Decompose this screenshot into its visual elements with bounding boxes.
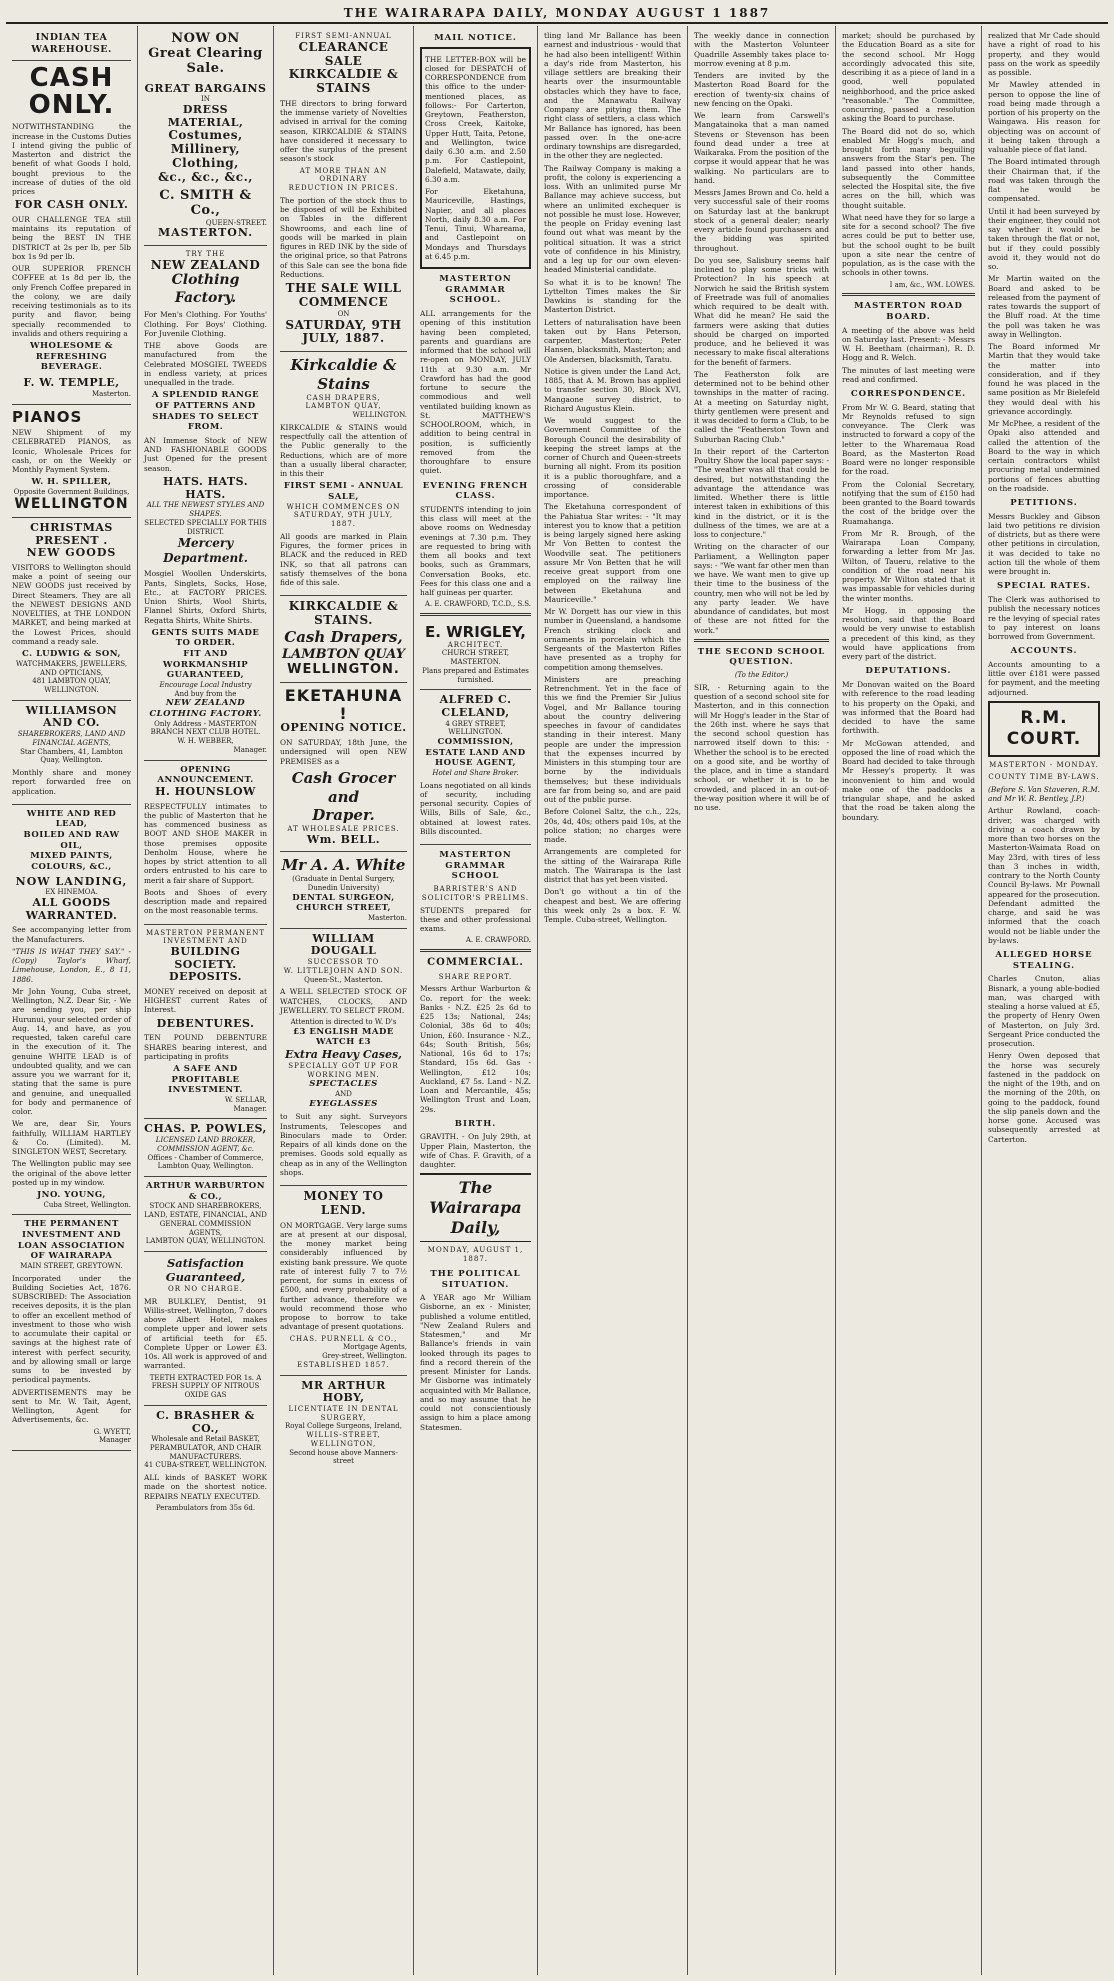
news-paragraph-20: Writing on the character of our Parliament, a Wellington paper says: - "We want far other men than we have. We want men to give up their time to the business of the country, men who will not be led by any party leader. We have abundance of candidates, but most of these are not fitted for the work." [694, 542, 829, 635]
columns [6, 26, 1108, 1975]
road-board-heading: MASTERTON ROAD BOARD. [854, 301, 963, 322]
smith-street: QUEEN-STREET. [205, 218, 267, 227]
powles-addr: Offices - Chamber of Commerce, Lambton Quay, Wellington. [147, 1153, 264, 1171]
news-paragraph-3: So what it is to be known! The Lyttelton Times makes the Sir Dawkins is standing for the Masterton District. [544, 277, 681, 315]
ml-role: Mortgage Agents, [343, 1343, 407, 1352]
ks-body: THE directors to bring forward the immense variety of Novelties advised in arrival for the coming season, KIRKCALDIE & STAINS have considered it necessary to offer the surplus of the present season's stock [280, 98, 407, 164]
tea-ad-place: Masterton. [92, 389, 131, 398]
bulkley-sub: OR NO CHARGE. [167, 1284, 244, 1293]
school-question-body: SIR, - Returning again to the question of a second school site for Masterton, and in this connection will Mr Hogg's leader in the Star of the 26th inst. where he says that the second school question has narrowed itself down to this: - Whether the school is to be erected on a good site, and be worthy of the place, and in time a standard school, or whether it is to be crowded, and placed in an out-of-the-way position where it will be of no use. [694, 682, 829, 812]
ml-line1: MONEY TO LEND. [303, 1189, 384, 1217]
christmas-head: CHRISTMAS PRESENT . [30, 521, 113, 547]
pianos-addr: Opposite Government Buildings, [13, 487, 130, 496]
column-8 [982, 26, 1106, 1975]
bulkley-head: Satisfaction Guaranteed, [165, 1256, 246, 1285]
kd-body: KIRKCALDIE & STAINS would respectfully call the attention of the Public generally to the Reductions, which are of more than a usually liberal character, in this their [280, 422, 407, 479]
lead-letter: Mr John Young, Cuba street, Wellington, N.Z. Dear Sir, - We are sending you, per ship Hurunui, your selected order of Aug. 14, and have, as you requested, taken careful care in the execution of it. The genuine WHITE LEAD is of undoubted quality, and we can assure you we warrant for it, stating that the same is pure and genuine, and unequalled for body and permanence of color. [12, 986, 131, 1117]
wd-line3: CHURCH STREET, [296, 903, 391, 914]
correspondence-body-1: From Mr W. G. Beard, stating that Mr Reynolds refused to sign conveyance. The Clerk was instructed to forward a copy of the letter to the Wharemaua Road Board, as the Masterton Road Board were no longer responsible for the road. [842, 402, 975, 477]
political-situation-heading: THE POLITICAL SITUATION. [430, 1268, 521, 1290]
loan-association-ad [12, 1215, 131, 1451]
kc-line3: LAMBTON QUAY [282, 646, 405, 662]
deputations-body-1: Mr Donovan waited on the Board with reference to the road leading to his property on the Opaki, and was informed that the Board had decided to have the same forthwith. [842, 680, 975, 736]
wd-line2: DENTAL SURGEON, [292, 892, 395, 903]
board-cont-4: Until it had been surveyed by their engineer, they could not say whether it would be taken through the flat or not, but if they could possibly avoid it, they would not do so. [988, 206, 1100, 271]
kd-line6: WHICH COMMENCES ON [286, 502, 401, 511]
kd-line1: Kirkcaldie & Stains [290, 356, 397, 393]
lead-sign: We are, dear Sir, Yours faithfully, WILLIAM HARTLEY & Co. (Limited). M. SINGLETON WEST, Secretary. [12, 1119, 131, 1157]
loan-sign: G. WYETT, [93, 1427, 131, 1436]
news-paragraph-11: Arrangements are completed for the sitting of the Wairarapa Rifle match. The Wairarapa is the last district that has yet been visited. [544, 847, 681, 884]
school-question-heading: THE SECOND SCHOOL QUESTION. [697, 646, 826, 668]
bs-sign: W. SELLAR, [224, 1095, 267, 1104]
williamson-head: WILLIAMSON AND CO. [25, 703, 118, 730]
loan-role: Manager [99, 1436, 131, 1445]
birth-body: GRAVITH. - On July 29th, at Upper Plain, Masterton, the wife of Chas. F. Gravith, of a daughter. [420, 1132, 531, 1170]
williamson-sub: SHAREBROKERS, LAND AND FINANCIAL AGENTS, [17, 730, 126, 747]
prelims-line: BARRISTER'S AND SOLICITOR'S PRELIMS. [421, 885, 530, 902]
birth-heading: BIRTH. [454, 1118, 497, 1129]
column-4 [414, 26, 538, 1975]
christmas-addr: 481 LAMBTON QUAY, WELLINGTON. [32, 677, 111, 695]
smith-line2: Great Clearing Sale. [148, 45, 263, 76]
tea-ad-body4: WHOLESOME & REFRESHING BEVERAGE. [29, 341, 113, 373]
clothing-factory-ad [144, 246, 267, 761]
brasher-ad [144, 1406, 267, 1518]
smith-line1: NOW ON [171, 31, 240, 46]
kirkcaldie-sale-ad [280, 28, 407, 352]
news-paragraph-5: Notice is given under the Land Act, 1885, that A. M. Brown has applied to transfer section 30, Block XVI, Mangaone survey district, to Richard Augustus Klein. [544, 366, 681, 413]
wrigley-ad [420, 620, 531, 690]
special-rates-heading: SPECIAL RATES. [996, 581, 1092, 592]
kd-body2: All goods are marked in Plain Figures, the former prices in BLACK and the reduced in RED INK, so that all patrons can satisfy themselves of the bona fide of this sale. [280, 531, 407, 588]
wrigley-addr: CHURCH STREET, MASTERTON. [441, 649, 510, 666]
hoby-addr: WILLIS-STREET, WELLINGTON, [306, 1431, 381, 1448]
cleland-role2: Hotel and Share Broker. [432, 768, 519, 777]
ml-body: ON MORTGAGE. Very large sums are at present at our disposal, the money market being considerably influenced by existing bank pressure. We quote rate of interest fully 7 to 7½ percent, for sums in excess of £500, and every probability of a further advance, therefore we would recommend those who propose to borrow to take advantage of present quotations. [280, 1220, 407, 1332]
eketahuna-ad [280, 683, 407, 852]
wd-sub: (Graduate in Dental Surgery, Dunedin University) [292, 875, 395, 892]
court-body-3: Charles Cnuton, alias Bisnark, a young able-bodied man, was charged with stealing a horse valued at £5, the property of Henry Owen of Masterton, on July 3rd. Sergeant Price conducted the prosecution. [988, 974, 1100, 1049]
smith-line4: IN [201, 95, 210, 104]
hounslow-body: RESPECTFULLY intimates to the public of Masterton that he has commenced business as BOOT AND SHOE MAKER in those premises opposite Denholm House, where he hopes by strict attention to all orders entrusted to his care to merit a fair share of Support. [144, 801, 267, 885]
christmas-sub: NEW GOODS [26, 546, 117, 560]
kirkcaldie-cash-ad [280, 596, 407, 683]
white-dentist-ad [280, 852, 407, 928]
commercial-heading: COMMERCIAL. [427, 957, 524, 969]
wrigley-body: Plans prepared and Estimates furnished. [422, 666, 529, 684]
wrigley-name: E. WRIGLEY, [424, 623, 527, 641]
lead-line5: EX HINEMOA. [45, 888, 98, 897]
lead-quote: "THIS IS WHAT THEY SAY." - (Copy) Taylor's Wharf, Limehouse, London, E., 8 11, 1886. [12, 946, 131, 984]
hounslow-ad [144, 761, 267, 925]
cleland-addr: 4 GREY STREET, WELLINGTON. [445, 719, 506, 737]
brasher-addr: 41 CUBA-STREET, WELLINGTON. [144, 1461, 267, 1470]
accounts-body: Accounts amounting to a little over £181 were passed for payment, and the meeting adjourned. [988, 659, 1100, 697]
dg-line8: AND [335, 1089, 352, 1098]
petitions-body: Messrs Buckley and Gibson laid two petitions re division of districts, but as there were other petitions in circulation, it was decided to take no action till the whole of them were brought in. [988, 511, 1100, 577]
hounslow-body2: Boots and Shoes of every description made and repaired on the most reasonable terms. [144, 887, 267, 916]
bs-line1: DEPOSITS. [169, 970, 242, 984]
ek-line4: Draper. [312, 806, 375, 825]
ek-line5: AT WHOLESALE PRICES. [287, 825, 400, 834]
correspondence-heading: CORRESPONDENCE. [850, 389, 967, 399]
school-question-sub: (To the Editor.) [734, 671, 789, 679]
williamson-ad [12, 701, 131, 805]
share-report-body: Messrs Arthur Warburton & Co. report for the week: Banks - N.Z. £25 2s 6d to £25 13s; National, 24s; Colonial, 38s 6d to 40s; Union, £60. Insurance - N.Z., 64s; South British, 56s; National, 16s 6d to 17s; Standard, 15s 6d. Gas - Wellington, £12 10s; Auckland, £7 5s. Land - N.Z. Loan and Mercantile, 45s; Wellington Trust and Loan, 29s. [420, 984, 531, 1114]
bs-role: Manager. [233, 1104, 267, 1113]
ek-sign: Wm. BELL. [306, 832, 381, 846]
factory-line3: Clothing Factory. [171, 272, 240, 306]
rm-court-sub: MASTERTON - MONDAY. [989, 761, 1099, 770]
grammar-school-body: ALL arrangements for the opening of this institution having been completed, parents and guardians are informed that the school will re-open on MONDAY, JULY 11th at 9.30 a.m. Mr Crawford has had the good fortune to secure the commodious and well ventilated building known as St. MATTHEW'S SCHOOLROOM, which, in addition to being central in position, is sufficiently removed from the thoroughfare to ensure quiet. [420, 309, 531, 476]
dg-line5: Extra Heavy Cases, [284, 1048, 402, 1062]
kc-line2: Cash Drapers, [284, 627, 403, 646]
road-board-body-2: The minutes of last meeting were read and confirmed. [842, 365, 975, 384]
news-paragraph-14: Tenders are invited by the Masterton Road Board for the erection of twenty-six chains of new fencing on the Opaki. [694, 71, 829, 108]
news-paragraph-10: Before Colonel Saltz, the c.h., 22s, 20s, 4d, 40s; others paid 10s, at the police station; no charges were made. [544, 807, 681, 844]
factory-line7: SELECTED SPECIALLY FOR THIS DISTRICT. [144, 518, 267, 536]
court-body-1: (Before S. Van Staveren, R.M. and Mr W. R. Bentley, J.P.) [988, 784, 1100, 804]
factory-body2: THE above Goods are manufactured from the Celebrated MOSGIEL TWEEDS in endless variety, at prices unequalled in the trade. [144, 341, 267, 388]
loan-foot: ADVERTISEMENTS may be sent to Mr. W. Tait, Agent, Wellington, Agent for Advertisements, &c. [12, 1387, 131, 1425]
smith-line5: DRESS MATERIAL, [167, 103, 244, 129]
ek-body: ON SATURDAY, 18th June, the undersigned will open NEW PREMISES as a [280, 738, 407, 766]
petitions-heading: PETITIONS. [1010, 498, 1078, 508]
wrigley-role: ARCHITECT. [447, 640, 504, 649]
news-paragraph-17: Do you see, Salisbury seems half inclined to play some tricks with Protection? In his speech at Norwich he said the British system of Freetrade was full of anomalies which required to be dealt with. What did he mean? He said the farmers were asking that duties should be charged on imported produce, and he believed it was necessary to make fiscal alterations for the benefit of farmers. [694, 255, 829, 367]
news-paragraph-16: Messrs James Brown and Co. held a very successful sale of their rooms on Saturday last at the bankrupt stock of a general dealer; nearly every article found purchasers and the bidding was spirited throughout. [694, 188, 829, 253]
ks-line2: CLEARANCE SALE [298, 39, 389, 68]
news-paragraph-4: Letters of naturalisation have been taken out by Hans Peterson, carpenter, Masterton; Peter Hansen, blacksmith, Masterton; and Ole Andersen, blacksmith, Taratu. [544, 317, 681, 364]
dg-line9: EYEGLASSES [309, 1098, 378, 1109]
news-paragraph-1: tling land Mr Ballance has been earnest and industrious - would that he had also been intelligent! Within a day's ride from Masterton, his village settlers are breaking their hearts over the insurmountable obstacles which they have to face, and the Manawatu Railway Company are pitying them. The right class of settlers, a class which Mr Ballance has ignored, has been passed over. In the one-acre ordinary townships are disregarded, in the other they are neglected. [544, 31, 681, 161]
hoby-body: LICENTIATE IN DENTAL SURGERY, [288, 1404, 399, 1422]
court-body-4: Henry Owen deposed that the horse was securely fastened in the paddock on the night of the 19th, and on the morning of the 20th, on going to the paddock, found the slip panels down and the horse gone. Accused was subsequently arrested at Carterton. [988, 1051, 1100, 1144]
dentist-bulkley-ad [144, 1252, 267, 1406]
lead-ad [12, 805, 131, 1216]
hounslow-head: OPENING ANNOUNCEMENT. [157, 764, 254, 786]
board-cont-2: Mr Mawley attended in person to oppose the line of road being made through a portion of his property on the Waingawa. His reason for objecting was on account of it being taken through a valuable piece of flat land. [988, 80, 1100, 154]
ml-sign: CHAS. PURNELL & CO., [289, 1334, 398, 1343]
french-class-body: STUDENTS intending to join this class will meet at the above rooms on Wednesday evenings at 7.30 p.m. They are requested to bring with them all books and text books, such as Grammars, Conversation Books, etc. Fees for this class one and a half guineas per quarter. [420, 504, 531, 597]
news-paragraph-18: The Featherston folk are determined not to be behind other townships in the matter of racing. At a meeting on Saturday night, thirty gentlemen were present and it was decided to form a Club, to be called the "Featherston Town and Suburban Racing Club." [694, 369, 829, 444]
board-cont-5: Mr Martin waited on the Board and asked to be released from the payment of rates towards the support of the Bluff road. At the time the poll was taken he was away in Wellington. [988, 274, 1100, 339]
smith-line7: Millinery, [170, 142, 241, 157]
dg-body: A WELL SELECTED STOCK OF WATCHES, CLOCKS, AND JEWELLERY. TO SELECT FROM. [280, 987, 407, 1015]
editorial-date: MONDAY, AUGUST 1, 1887. [427, 1246, 524, 1264]
deputations-body-2: Mr McGowan attended, and opposed the line of road which the Board had decided to take through Mr Hessey's property. It was inconvenient to him and would make one of the paddocks a triangular shape, and he asked that the road be taken along the boundary. [842, 738, 975, 822]
column-5 [538, 26, 688, 1975]
loan-head: THE PERMANENT INVESTMENT AND LOAN ASSOCIATION OF WAIRARAPA [17, 1219, 126, 1262]
bs-head: MASTERTON PERMANENT INVESTMENT AND [145, 928, 266, 946]
mail-notice-body: THE LETTER-BOX will be closed for DESPATCH of CORRESPONDENCE from this office to the under-mentioned places, as follows:- For Carterton, Greytown, Featherston, Cross Creek, Kaitoke, Upper Hutt, Taita, Petone, and Wellington, twice daily 6.30 a.m. and 2.50 p.m. For Castlepoint, Dalefield, Matawate, daily, 6.30 a.m. [425, 54, 526, 184]
hoby-foot: Second house above Manners-street [289, 1448, 398, 1466]
tea-ad-head: INDIAN TEA WAREHOUSE. [31, 32, 112, 55]
factory-line5: HATS. HATS. HATS. [162, 474, 249, 501]
french-class-sign: A. E. CRAWFORD, T.C.D., S.S. [424, 600, 531, 609]
brasher-body2: ALL kinds of BASKET WORK made on the shortest notice. REPAIRS NEATLY EXECUTED. [144, 1473, 267, 1501]
bs-sub: BUILDING SOCIETY. [170, 945, 241, 971]
tea-warehouse-ad [12, 28, 131, 405]
lead-name: JNO. YOUNG, [37, 1190, 106, 1201]
dg-line3: W. LITTLEJOHN AND SON. [283, 966, 404, 975]
christmas-body: VISITORS to Wellington should make a point of seeing our NEW GOODS just received by Direct Steamers. They are all the NEWEST DESIGNS AND NOVELTIES, at THE LONDON MARKET, and being marked at the Lowest Prices, should command a ready sale. [12, 562, 131, 646]
bs-line4: A SAFE AND PROFITABLE INVESTMENT. [168, 1064, 243, 1096]
correspondence-body-3: From Mr R. Brough, of the Wairarapa Loan Company, forwarding a letter from Mr Jas. Wilton, of Taueru, relative to the condition of the road near his property. Mr Wilton stated that it was impassable for vehicles during the winter months. [842, 528, 975, 603]
dg-line6: SPECIALLY GOT UP FOR WORKING MEN. [288, 1061, 399, 1079]
factory-line6: ALL THE NEWEST STYLES AND SHAPES. [146, 501, 265, 519]
school-letter-cont-1: market; should be purchased by the Education Board as a site for the second school. Mr Hogg accordingly advocated this site, describing it as a piece of land in a good, well populated neighborhood, and the price asked "reasonable." The Committee, concurring, passed a resolution asking the Board to purchase. [842, 31, 975, 124]
factory-line9: GENTS SUITS MADE TO ORDER. [151, 627, 260, 649]
brasher-body: Wholesale and Retail BASKET, PERAMBULATOR, AND CHAIR MANUFACTURERS. [149, 1435, 262, 1461]
news-paragraph-19: In their report of the Carterton Poultry Show the local paper says: - "The weather was all that could be desired, but notwithstanding the advantage the attendance was limited. Whether there is little interest taken in exhibitions of this kind in the district, or it is the dullness of the times, we are at a loss to conjecture." [694, 446, 829, 539]
loan-body: Incorporated under the Building Societies Act, 1876. SUBSCRIBED: The Association receives deposits, it is the plan to offer an excellent method of investment to those who wish to accumulate their capital or savings at the highest rate of interest with perfect security, and by allowing small or large sums to be invested by periodical payments. [12, 1273, 131, 1385]
loan-addr: MAIN STREET, GREYTOWN. [20, 1261, 123, 1270]
cleland-role: COMMISSION, ESTATE LAND AND HOUSE AGENT, [425, 737, 526, 769]
ek-line2: OPENING NOTICE. [280, 721, 407, 735]
cleland-ad [420, 690, 531, 845]
dg-line1: WILLIAM DOUGALL [310, 931, 377, 958]
dg-addr: Queen-St., Masterton. [304, 975, 383, 984]
grammar-school2-heading: MASTERTON GRAMMAR SCHOOL [439, 850, 512, 882]
rm-court-heading: R.M. COURT. [988, 701, 1100, 758]
news-paragraph-13: The weekly dance in connection with the Masterton Volunteer Quadrille Assembly takes place to-morrow evening at 8 p.m. [694, 31, 829, 68]
political-situation-body: A YEAR ago Mr William Gisborne, an ex - Minister, published a volume entitled, "New Zealand Rulers and Statesmen," and Mr Ballance's friends in vain looked through its pages to find a record therein of the present Minister for Lands. Mr Gisborne was intimately acquainted with Mr Ballance, and so may assume that he could not conscientiously assign to him a place among Statesmen. [420, 1293, 531, 1432]
pianos-city: WELLINGTON [14, 495, 129, 512]
smith-line3: GREAT BARGAINS [144, 81, 267, 95]
warburton-addr: LAMBTON QUAY, WELLINGTON. [145, 1237, 266, 1246]
dougall-ad [280, 929, 407, 1186]
kd-line2: CASH DRAPERS, [306, 393, 381, 402]
rm-court-bylaws: COUNTY TIME BY-LAWS. [988, 773, 1100, 782]
ml-est: ESTABLISHED 1857. [297, 1360, 390, 1369]
special-rates-body: The Clerk was authorised to publish the necessary notices re the levying of special rates to pay interest on loans borrowed from Government. [988, 595, 1100, 641]
factory-line4: A SPLENDID RANGE OF PATTERNS AND SHADES TO SELECT FROM. [151, 390, 260, 433]
correspondence-body-4: Mr Hogg, in opposing the resolution, said that the Board would be very unwise to establish a precedent of this kind, as they would have applications from every part of the district. [842, 605, 975, 662]
ml-addr: Grey-street, Wellington. [322, 1352, 407, 1361]
factory-addr: Only Address - MASTERTON BRANCH NEXT CLUB HOTEL. [150, 719, 261, 737]
dg-line2: SUCCESSOR TO [307, 958, 380, 967]
tea-ad-sub: FOR CASH ONLY. [14, 198, 129, 212]
accounts-heading: ACCOUNTS. [1010, 646, 1078, 657]
factory-line1: TRY THE [185, 249, 226, 258]
warburton-head: ARTHUR WARBURTON & CO., [146, 1181, 265, 1202]
dg-line4: £3 ENGLISH MADE WATCH £3 [293, 1026, 394, 1048]
ek-line3: Cash Grocer and [291, 768, 396, 806]
column-6 [688, 26, 836, 1975]
factory-sign: W. H. WEBBER, [177, 737, 234, 746]
factory-line10: FIT AND WORKMANSHIP GUARANTEED, [162, 649, 249, 681]
dg-body2: Attention is directed to W. D's [290, 1018, 397, 1027]
ks-line6: THE SALE WILL COMMENCE [285, 281, 402, 309]
warburton-ad [144, 1177, 267, 1252]
bs-body: MONEY received on deposit at HIGHEST current Rates of Interest. [144, 986, 267, 1015]
factory-line11: Encourage Local Industry [159, 680, 252, 689]
williamson-addr: Star Chambers, 41, Lambton Quay, Wellington. [20, 747, 123, 765]
court-body-2: Arthur Rowland, coach-driver, was charged with driving a coach drawn by more than two horses on the Masterton-Waimata Road on May 23rd, with tires of less than 3 inches in width, contrary to the North County Council By-laws. Mr Pownall appeared for the prosecution. Defendant admitted the charge, and said he was informed that the coach would not be liable under the by-laws. [988, 806, 1100, 945]
ks-line8: SATURDAY, 9TH JULY, 1887. [285, 317, 402, 346]
ks-line4: AT MORE THAN AN ORDINARY [299, 166, 388, 184]
share-report-heading: SHARE REPORT. [438, 972, 513, 981]
masthead-title: THE WAIRARAPA DAILY, MONDAY AUGUST 1 1887 [343, 6, 771, 20]
news-paragraph-15: We learn from Carswell's Mangatainoka that a man named Stevens or Stevenson has been found dead under a tree at Waikaraka. From the position of the corpse it would appear that he was walking. No particulars are to hand. [694, 111, 829, 185]
french-class-heading: EVENING FRENCH CLASS. [422, 480, 529, 502]
masthead [6, 4, 1108, 24]
bulkley-body: MR BULKLEY, Dentist, 91 Willis-street, Wellington, 7 doors above Albert Hotel, makes complete upper and lower sets of artificial teeth for £5. Complete Upper or Lower £3. 10s. All work is approved of and warranted. [144, 1296, 267, 1371]
school-letter-cont-2: The Board did not do so, which enabled Mr Hogg's much, and brought forth many beguiling answers from the Star's pen. The land passed into other hands, subsequently the Committee selected the Hospital site, the five acres on the hill, which was thought suitable. [842, 126, 975, 210]
factory-body: For Men's Clothing. For Youths' Clothing. For Boys' Clothing. For Juvenile Clothing. [144, 310, 267, 338]
school-letter-sign: I am, &c., WM. LOWES. [889, 280, 975, 289]
smith-line6: Costumes, [168, 128, 243, 143]
dg-line7: SPECTACLES [309, 1079, 378, 1090]
board-cont-7: Mr McPhee, a resident of the Opaki also attended and called the attention of the Board to the way in which certain contractors whilst procuring metal undermined portions of fences abutting on the roadside. [988, 419, 1100, 493]
kd-line7: SATURDAY, 9TH JULY, 1887. [293, 511, 394, 529]
hoby-body2: Royal College Surgeons, Ireland, [284, 1422, 403, 1431]
ks-line1: FIRST SEMI-ANNUAL [295, 32, 392, 40]
bs-line2: DEBENTURES. [156, 1016, 255, 1030]
news-paragraph-7: The Eketahuna correspondent of the Pahiatua Star writes: - "It may interest you to know that a petition is being largely signed here asking Mr Von Betten to contest the Woodville seat. The petitioners assure Mr Von Betten that he will receive great support from one employed on the railway line between Eketahuna and Mauriceville." [544, 502, 681, 604]
factory-line12: NEW ZEALAND CLOTHING FACTORY. [149, 698, 262, 720]
grammar-school-heading: MASTERTON GRAMMAR SCHOOL. [439, 274, 512, 306]
ks-body2: The portion of the stock thus to be disposed of will be Exhibited on Tables in the different Showrooms, and each line of goods will be marked in plain figures in RED INK by the side of the original price, so that Patrons of this Sale can see the bona fide Reductions. [280, 195, 407, 279]
lead-line4: NOW LANDING, [15, 874, 128, 888]
horse-stealing-heading: ALLEGED HORSE STEALING. [995, 950, 1093, 971]
road-board-body-1: A meeting of the above was held on Saturday last. Present: - Messrs W. H. Beetham (chairman), R. D. Hogg and R. Welch. [842, 325, 975, 363]
christmas-ad [12, 518, 131, 701]
factory-line8: Mercery Department. [163, 536, 248, 566]
pianos-head: PIANOS [12, 407, 83, 426]
dg-body3: to Suit any sight. Surveyors Instruments, Telescopes and Binoculars made to Order. Repairs of all kinds done on the premises. Goods sold equally as cheap as in any of the Wellington shops. [280, 1112, 407, 1177]
factory-body5: And buy from the [174, 689, 237, 698]
kd-line3: LAMBTON QUAY, [305, 402, 382, 411]
pianos-body: NEW Shipment of my CELEBRATED PIANOS, as Iconic, Wholesale Prices for cash, or on the Weekly or Monthly Payment System. [12, 428, 131, 474]
ks-line7: ON [337, 309, 350, 318]
building-society-ad [144, 925, 267, 1120]
mail-notice-heading: MAIL NOTICE. [434, 33, 517, 43]
deputations-heading: DEPUTATIONS. [865, 666, 952, 677]
board-cont-3: The Board intimated through their Chairman that, if the road was taken through the flat he would be compensated. [988, 157, 1100, 204]
hoby-line1: MR ARTHUR HOBY, [301, 1378, 386, 1405]
factory-body3: AN Immense Stock of NEW AND FASHIONABLE GOODS Just Opened for the present season. [144, 435, 267, 473]
tea-ad-big: CASH ONLY. [28, 62, 115, 121]
kirkcaldie-drapers-ad [280, 352, 407, 596]
lead-body: See accompanying letter from the Manufacturers. [12, 925, 131, 944]
smith-line9: &c., &c., &c., [158, 169, 253, 184]
factory-role: Manager. [233, 745, 267, 754]
mail-notice-body2: For Eketahuna, Mauriceville, Hastings, Napier, and all places North, daily 8.30 a.m. For Tenui, Tinui, Whareama, and Castlepoint on Mondays and Thursdays at 6.45 p.m. [425, 187, 526, 261]
bs-line3: TEN POUND DEBENTURE SHARES bearing interest, and participating in profits [144, 1033, 267, 1061]
school-letter-cont-3: What need have they for so large a site for a second school? The five acres could be put to better use, but the school ought to be built upon a site near the centre of population, as is the case with the schools in other towns. [842, 212, 975, 278]
hoby-ad [280, 1376, 407, 1472]
warburton-body: STOCK AND SHAREBROKERS, LAND, ESTATE, FINANCIAL, AND GENERAL COMMISSION AGENTS, [144, 1202, 267, 1237]
news-paragraph-8: Mr W. Dorgett has our view in this number in Queensland, a handsome French striking clock and ornaments in porcelain which the Sergeants of the Masterton Rifles have presented as a trophy for competition among themselves. [544, 607, 681, 672]
kc-line1: KIRKCALDIE & STAINS. [288, 599, 399, 628]
smith-line8: Clothing, [172, 156, 239, 171]
kd-line5: FIRST SEMI - ANNUAL SALE, [283, 481, 404, 502]
powles-sub: LICENSED LAND BROKER, COMMISSION AGENT, &c. [155, 1136, 256, 1153]
lead-line6: ALL GOODS WARRANTED. [25, 895, 118, 922]
smith-city: MASTERTON. [157, 226, 254, 240]
clearing-sale-ad [144, 28, 267, 246]
column-1 [6, 26, 138, 1975]
hounslow-sign: H. HOUNSLOW [155, 784, 256, 798]
tea-ad-body: NOTWITHSTANDING the increase in the Customs Duties I intend giving the public of Masterton and district the benefit of what Goods I hold, bought previous to the increase of duties of the old prices [12, 122, 131, 197]
ks-line5: REDUCTION IN PRICES. [288, 184, 399, 193]
cleland-body: Loans negotiated on all kinds of security, including personal security. Copies of Wills, Bills of Sale, &c., obtained at lowest rates. Bills discounted. [420, 780, 531, 836]
prelims-sign: A. E. CRAWFORD. [465, 936, 531, 945]
wd-line1: Mr A. A. White [281, 856, 406, 875]
column-7 [836, 26, 982, 1975]
pianos-sign: W. H. SPILLER, [31, 477, 112, 488]
wd-place: Masterton. [368, 913, 407, 922]
money-lend-ad [280, 1186, 407, 1376]
factory-body4: Mosgiel Woollen Underskirts, Pants, Singlets, Socks, Hose, Etc., at FACTORY PRICES. Union Shirts, Wool Shirts, Flannel Shirts, Oxford Shirts, Regatta Shirts, White Shirts. [144, 569, 267, 625]
powles-ad [144, 1119, 267, 1177]
tea-ad-body2: OUR CHALLENGE TEA still maintains its reputation of being the BEST IN THE DISTRICT at 2s per lb, per 5lb box 1s 9d per lb. [12, 214, 131, 261]
editorial-masthead: The Wairarapa Daily, [420, 1173, 531, 1242]
christmas-sign: C. LUDWIG & SON, [22, 649, 121, 660]
board-cont-1: realized that Mr Cade should have a right of road to his property, and they would pass on the work as speedily as possible. [988, 31, 1100, 77]
cleland-name: ALFRED C. CLELAND, [439, 693, 512, 719]
ek-line1: EKETAHUNA ! [284, 686, 403, 723]
kd-line4: WELLINGTON. [352, 411, 407, 420]
correspondence-body-2: From the Colonial Secretary, notifying that the sum of £150 had been granted to the Board towards the cost of the bridge over the Ruamahanga. [842, 479, 975, 526]
christmas-trade: WATCHMAKERS, JEWELLERS, AND OPTICIANS, [15, 659, 128, 677]
news-paragraph-6: We would suggest to the Government Committee of the Borough Council the desirability of keeping the street lamps at the corner of Church and Queen-streets burning all night. From its position it is a public thoroughfare, and a crossing of considerable importance. [544, 416, 681, 499]
kc-line4: WELLINGTON. [287, 661, 400, 677]
lead-line2: BOILED AND RAW OIL, [23, 830, 120, 851]
news-paragraph-12: Don't go without a tin of the cheapest and best. We are offering this week only 2s a box. F. W. Temple. Cuba-street, Wellington. [544, 887, 681, 924]
tea-ad-body3: OUR SUPERIOR FRENCH COFFEE at 1s 8d per lb, the only French Coffee prepared in the colony, we are daily receiving testimonials as to its purity and flavor, being specially recommended to invalids and others requiring a [12, 264, 131, 338]
lead-line1: WHITE AND RED LEAD, [26, 808, 117, 830]
column-2 [138, 26, 274, 1975]
smith-sign: C. SMITH & Co., [159, 187, 252, 218]
lead-street: Cuba Street, Wellington. [43, 1200, 131, 1209]
board-cont-6: The Board informed Mr Martin that they would take the matter into consideration, and if they found he was placed in the same position as Mr Bielefeld they would deal with his grievance accordingly. [988, 342, 1100, 416]
bulkley-foot: TEETH EXTRACTED FOR 1s. A FRESH SUPPLY OF NITROUS OXIDE GAS [149, 1373, 262, 1400]
news-paragraph-9: Ministers are preaching Retrenchment. Yet in the face of this we find the Premier Sir Julius Vogel, and Mr Ballance touring about the country delivering speeches in favour of candidates standing in their interest. Many people are under the impression that the expenses incurred by Ministers in this stumping tour are borne by the individuals themselves; but these individuals are far from being so, and are paid out of the public purse. [544, 674, 681, 804]
pianos-ad [12, 405, 131, 519]
column-3 [274, 26, 414, 1975]
powles-head: CHAS. P. POWLES, [144, 1122, 267, 1136]
brasher-head: C. BRASHER & CO., [156, 1408, 255, 1435]
lead-line3: MIXED PAINTS, COLOURS, &C., [30, 851, 113, 872]
williamson-body: Monthly share and money report forwarded free on application. [12, 768, 131, 796]
lead-note: The Wellington public may see the original of the above letter posted up in my window. [12, 1159, 131, 1187]
factory-line2: NEW ZEALAND [150, 257, 261, 272]
ks-line3: KIRKCALDIE & STAINS [288, 67, 399, 96]
brasher-foot: Perambulators from 35s 6d. [155, 1503, 256, 1512]
prelims-body: STUDENTS prepared for these and other professional exams. [420, 905, 531, 934]
news-paragraph-2: The Railway Company is making a profit, the colony is experiencing a loss. With an unlimited purse Mr Ballance may achieve success, but where an unlimited exchequer is not possible he must lose. However, the people on Friday evening last found out what was meant by the political situation. It was a strict vote of confidence in his Ministry, and a leg up for our own eleven-headed Ministerial candidate. [544, 163, 681, 275]
tea-ad-sign: F. W. TEMPLE, [23, 376, 120, 390]
